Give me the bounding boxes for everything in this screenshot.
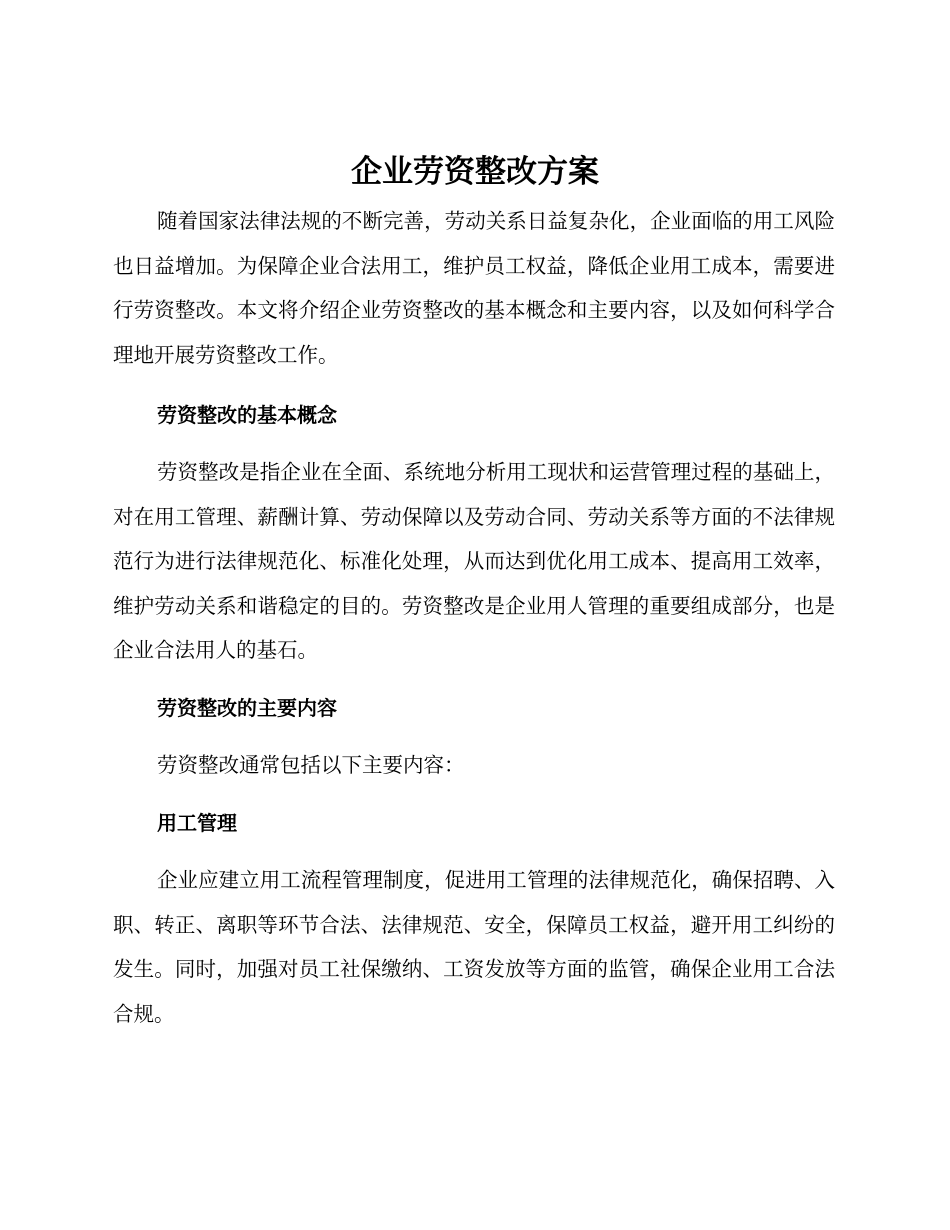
document-title: 企业劳资整改方案 <box>351 154 599 190</box>
basic-concept-paragraph: 劳资整改是指企业在全面、系统地分析用工现状和运营管理过程的基础上，对在用工管理、薪酬计算、劳动保障以及劳动合同、劳动关系等方面的不法律规范行为进行法律规范化、标准化处理，从而达到优化用工成本、提高用工效率，维护劳动关系和谐稳定的目的。劳资整改是企业用人管理的重要组成部分，也是企业合法用人的基石。 <box>113 460 835 662</box>
main-content-intro: 劳资整改通常包括以下主要内容： <box>157 753 465 777</box>
section-heading-main-content: 劳资整改的主要内容 <box>157 696 337 720</box>
employment-management-paragraph: 企业应建立用工流程管理制度，促进用工管理的法律规范化，确保招聘、入职、转正、离职等环节合法、法律规范、安全，保障员工权益，避开用工纠纷的发生。同时，加强对员工社保缴纳、工资发放等方面的监管，确保企业用工合法合规。 <box>113 868 835 1026</box>
section-heading-basic-concept: 劳资整改的基本概念 <box>157 403 337 427</box>
subsection-heading-employment-management: 用工管理 <box>157 811 237 835</box>
intro-paragraph: 随着国家法律法规的不断完善，劳动关系日益复杂化，企业面临的用工风险也日益增加。为保障企业合法用工，维护员工权益，降低企业用工成本，需要进行劳资整改。本文将介绍企业劳资整改的基本概念和主要内容，以及如何科学合理地开展劳资整改工作。 <box>113 209 835 367</box>
